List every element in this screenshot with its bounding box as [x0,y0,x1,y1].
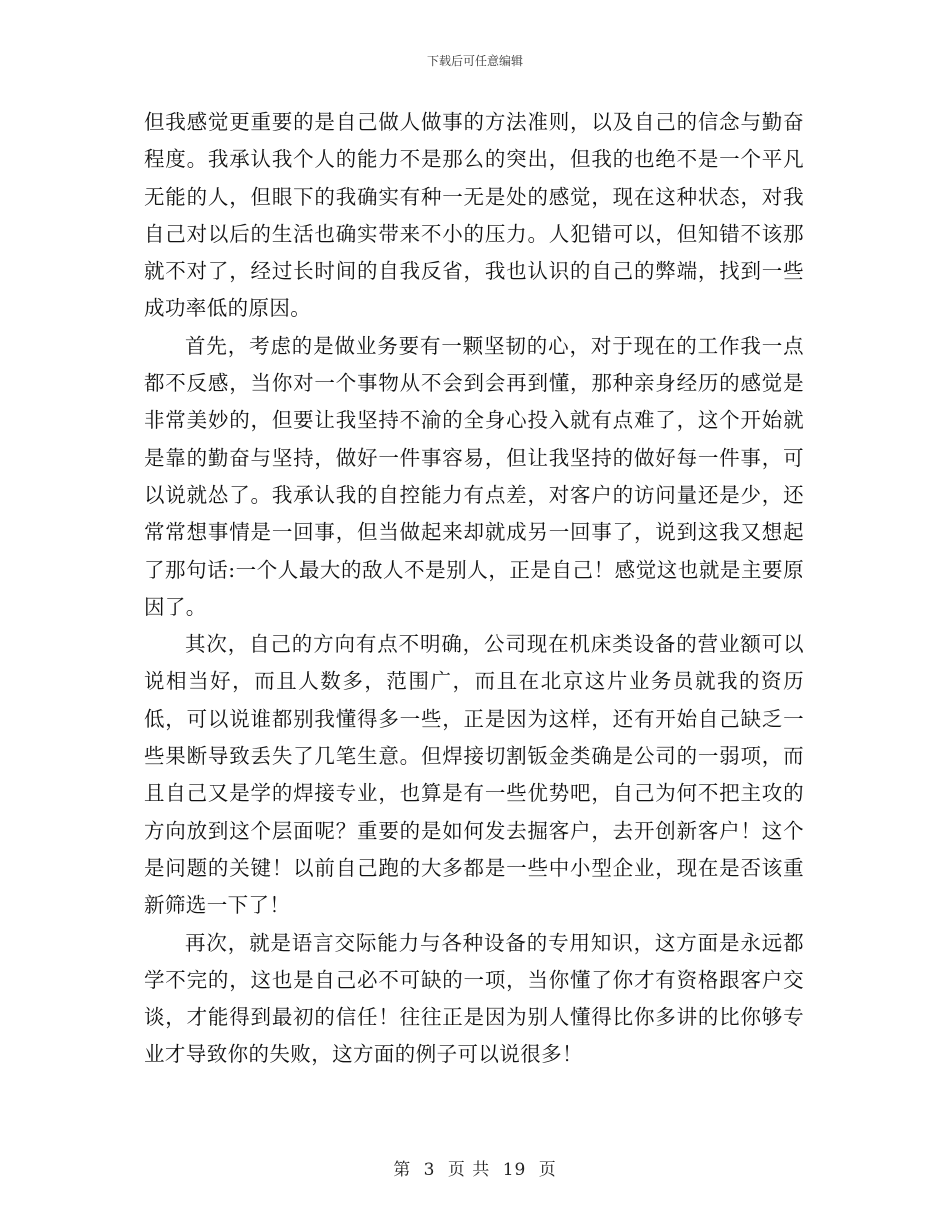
paragraph-3: 其次，自己的方向有点不明确，公司现在机床类设备的营业额可以说相当好，而且人数多，范围广，而且在北京这片业务员就我的资历低，可以说谁都别我懂得多一些，正是因为这样，还有开始自己缺乏一些果断导致丢失了几笔生意。但焊接切割钣金类确是公司的一弱项，而且自己又是学的焊接专业，也算是有一些优势吧，自己为何不把主攻的方向放到这个层面呢？重要的是如何发去掘客户，去开创新客户！这个是问题的关键！以前自己跑的大多都是一些中小型企业，现在是否该重新筛选一下了！ [144,632,804,918]
page-header: 下载后可任意编辑 [426,54,523,68]
paragraph-1: 但我感觉更重要的是自己做人做事的方法准则，以及自己的信念与勤奋程度。我承认我个人的能力不是那么的突出，但我的也绝不是一个平凡无能的人，但眼下的我确实有种一无是处的感觉，现在这种状态，对我自己对以后的生活也确实带来不小的压力。人犯错可以，但知错不该那就不对了，经过长时间的自我反省，我也认识的自己的弊端，找到一些成功率低的原因。 [144,110,804,321]
footer-middle: 页 共 [447,1160,491,1180]
page-footer [0,1155,950,1180]
paragraph-2: 首先，考虑的是做业务要有一颗坚韧的心，对于现在的工作我一点都不反感，当你对一个事物从不会到会再到懂，那种亲身经历的感觉是非常美妙的，但要让我坚持不渝的全身心投入就有点难了，这个开始就是靠的勤奋与坚持，做好一件事容易，但让我坚持的做好每一件事，可以说就怂了。我承认我的自控能力有点差，对客户的访问量还是少，还常常想事情是一回事，但当做起来却就成另一回事了，说到这我又想起了那句话:一个人最大的敌人不是别人，正是自己！感觉这也就是主要原因了。 [144,333,804,619]
footer-current-page: 3 [423,1160,436,1180]
footer-prefix: 第 [393,1160,412,1180]
document-body [144,104,804,1074]
paragraph-4: 再次，就是语言交际能力与各种设备的专用知识，这方面是永远都学不完的，这也是自己必不可缺的一项，当你懂了你才有资格跟客户交谈，才能得到最初的信任！往往正是因为别人懂得比你多讲的比你够专业才导致你的失败，这方面的例子可以说很多！ [144,930,804,1067]
footer-suffix: 页 [538,1160,557,1180]
footer-total-pages: 19 [502,1160,527,1180]
